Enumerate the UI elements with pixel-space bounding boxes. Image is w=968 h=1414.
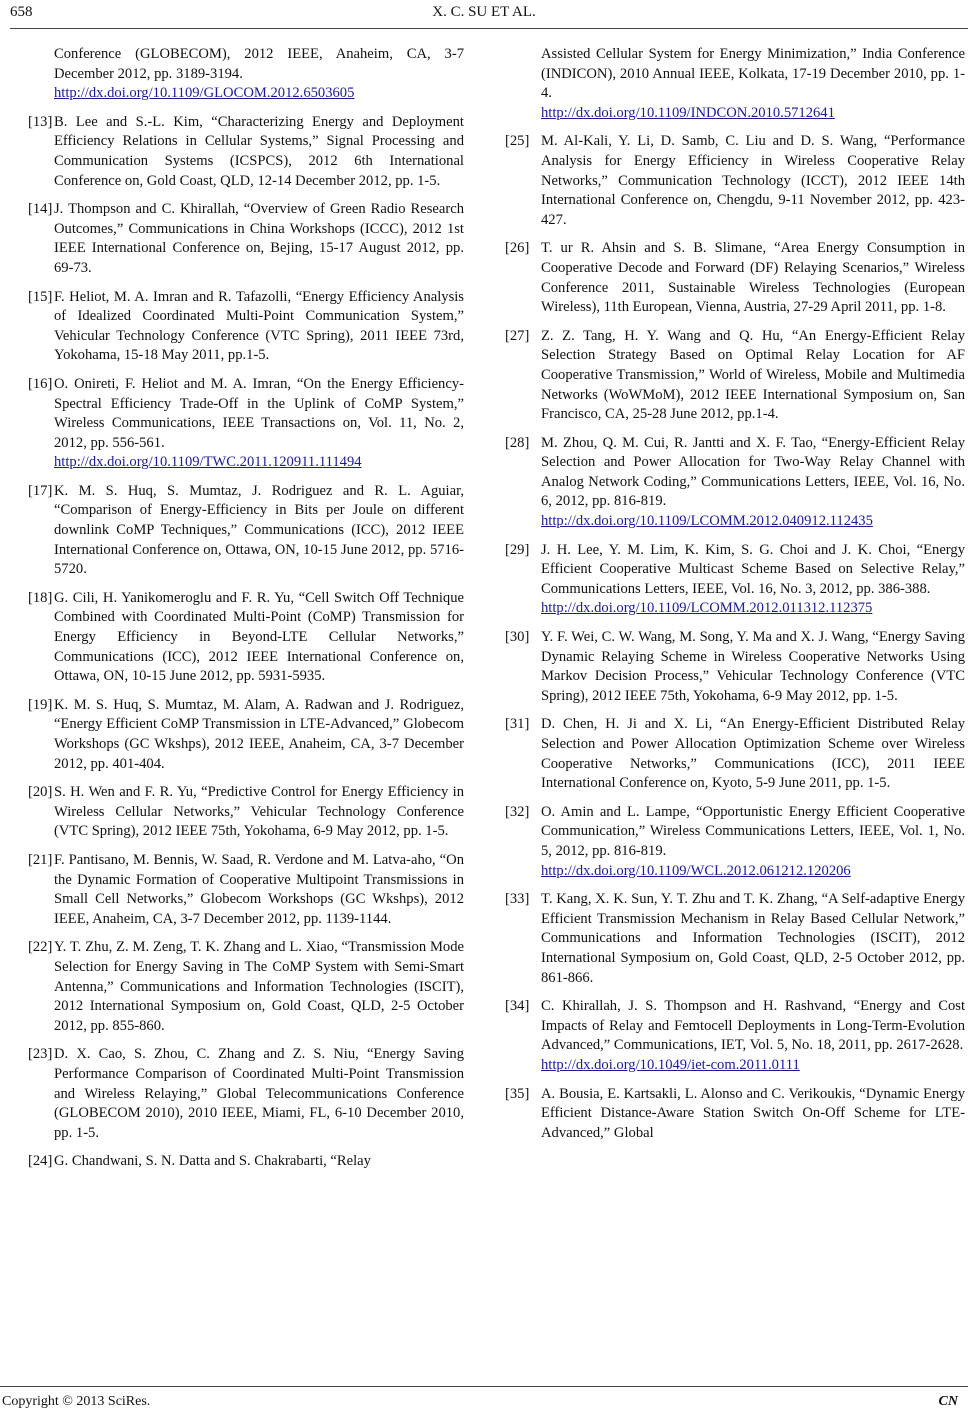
reference-text: K. M. S. Huq, S. Mumtaz, M. Alam, A. Radwan and J. Rodriguez, “Energy Efficient CoMP Transmission in LTE-Advanced,” Globecom Workshops (GC Wkshps), 2012 IEEE, Anaheim, CA, 3-7 December 2012, pp. 401-404. — [54, 696, 464, 772]
reference-number: [18] — [28, 589, 53, 606]
reference-number: [31] — [505, 716, 530, 733]
reference-text: G. Cili, H. Yanikomeroglu and F. R. Yu, “Cell Switch Off Technique Combined with Coordinated Multi-Point (CoMP) Transmission for Energy Efficiency in Beyond-LTE Cellular Networks,” Communications (ICC), 2012 IEEE International Conference on, Ottawa, ON, 10-15 June 2012, pp. 5931-5935. — [54, 589, 464, 685]
reference-text: B. Lee and S.-L. Kim, “Characterizing Energy and Deployment Efficiency Relations in Cellular Systems,” Signal Processing and Communication Systems (ICSPCS), 2012 6th International Conference on, Gold Coast, QLD, 12-14 December 2012, pp. 1-5. — [54, 113, 464, 189]
footer-copyright: Copyright © 2013 SciRes. — [2, 1394, 151, 1409]
reference-item — [28, 375, 464, 473]
reference-number: [30] — [505, 629, 530, 646]
reference-item — [505, 715, 965, 793]
reference-item — [28, 1045, 464, 1143]
reference-number: [33] — [505, 891, 530, 908]
reference-item — [28, 1152, 464, 1172]
reference-item — [28, 45, 464, 104]
reference-column-right — [505, 45, 965, 1152]
reference-number: [26] — [505, 240, 530, 257]
reference-item — [505, 327, 965, 425]
reference-text: D. Chen, H. Ji and X. Li, “An Energy-Efficient Distributed Relay Selection and Power Allocation Optimization Scheme over Wireless Cooperative Networks,” Communications (ICC), 2011 IEEE International Conference on, Kyoto, 5-9 June 2011, pp. 1-5. — [541, 716, 965, 792]
running-header-authors: X. C. SU ET AL. — [432, 4, 536, 20]
reference-item — [28, 783, 464, 842]
reference-item — [28, 288, 464, 366]
reference-text: Y. T. Zhu, Z. M. Zeng, T. K. Zhang and L. Xiao, “Transmission Mode Selection for Energy Saving in The CoMP System with Semi-Smart Antenna,” Communications and Information Technologies (ISCIT), 2012 International Symposium on, Gold Coast, QLD, 2-5 October 2012, pp. 855-860. — [54, 939, 464, 1034]
reference-text: J. Thompson and C. Khirallah, “Overview of Green Radio Research Outcomes,” Communications in China Workshops (ICCC), 2012 1st IEEE International Conference on, Bejing, 15-17 August 2012, pp. 69-73. — [54, 201, 464, 276]
reference-text: D. X. Cao, S. Zhou, C. Zhang and Z. S. Niu, “Energy Saving Performance Comparison of Coordinated Multi-Point Transmission and Wireless Relaying,” Global Telecommunications Conference (GLOBECOM 2010), 2010 IEEE, Miami, FL, 6-10 December 2010, pp. 1-5. — [54, 1046, 464, 1141]
reference-item — [28, 851, 464, 929]
reference-item — [28, 589, 464, 687]
reference-item — [505, 434, 965, 532]
reference-text: O. Amin and L. Lampe, “Opportunistic Energy Efficient Cooperative Communication,” Wireless Communications Letters, IEEE, Vol. 1, No. 5, 2012, pp. 816-819. — [541, 803, 965, 859]
reference-number: [19] — [28, 696, 53, 713]
doi-link[interactable]: http://dx.doi.org/10.1109/GLOCOM.2012.6503605 — [54, 85, 355, 102]
reference-text: M. Al-Kali, Y. Li, D. Samb, C. Liu and D. S. Wang, “Performance Analysis for Energy Efficiency in Wireless Cooperative Relay Networks,” Communication Technology (ICCT), 2012 IEEE 14th International Conference on, Chengdu, 9-11 November 2012, pp. 423-427. — [541, 133, 965, 228]
reference-item — [28, 696, 464, 774]
reference-item — [28, 113, 464, 191]
doi-link[interactable]: http://dx.doi.org/10.1109/TWC.2011.120911.111494 — [54, 454, 362, 471]
reference-number: [17] — [28, 482, 53, 499]
reference-text: Y. F. Wei, C. W. Wang, M. Song, Y. Ma and X. J. Wang, “Energy Saving Dynamic Relaying Scheme in Wireless Cooperative Networks Using Markov Decision Process,” Vehicular Technology Conference (VTC Spring), 2012 IEEE 75th, Yokohama, 6-9 May 2012, pp. 1-5. — [541, 629, 965, 704]
reference-item — [505, 541, 965, 619]
reference-item — [505, 1085, 965, 1144]
reference-number: [16] — [28, 375, 53, 392]
header-divider — [10, 28, 968, 29]
reference-item — [505, 997, 965, 1075]
reference-number: [15] — [28, 288, 53, 305]
reference-number: [35] — [505, 1085, 530, 1102]
doi-link[interactable]: http://dx.doi.org/10.1109/LCOMM.2012.011312.112375 — [541, 600, 873, 617]
reference-item — [28, 200, 464, 278]
reference-text: Conference (GLOBECOM), 2012 IEEE, Anaheim, CA, 3-7 December 2012, pp. 3189-3194. — [54, 46, 464, 82]
reference-item — [28, 482, 464, 580]
reference-number: [25] — [505, 133, 530, 150]
reference-item — [505, 628, 965, 706]
reference-number: [13] — [28, 113, 53, 130]
doi-link[interactable]: http://dx.doi.org/10.1109/INDCON.2010.5712641 — [541, 104, 835, 121]
reference-item — [28, 938, 464, 1036]
reference-number: [29] — [505, 541, 530, 558]
footer-divider — [0, 1386, 968, 1387]
reference-item — [505, 45, 965, 123]
reference-number: [28] — [505, 434, 530, 451]
reference-item — [505, 239, 965, 317]
reference-text: G. Chandwani, S. N. Datta and S. Chakrabarti, “Relay — [54, 1153, 371, 1170]
reference-number: [23] — [28, 1046, 53, 1063]
doi-link[interactable]: http://dx.doi.org/10.1049/iet-com.2011.0111 — [541, 1056, 800, 1073]
reference-item — [505, 890, 965, 988]
reference-number: [34] — [505, 998, 530, 1015]
reference-text: J. H. Lee, Y. M. Lim, K. Kim, S. G. Choi and J. K. Choi, “Energy Efficient Cooperative Multicast Scheme Based on Selective Relay,” Communications Letters, IEEE, Vol. 16, No. 3, 2012, pp. 386-388. — [541, 541, 965, 597]
reference-text: Assisted Cellular System for Energy Minimization,” India Conference (INDICON), 2010 Annual IEEE, Kolkata, 17-19 December 2010, pp. 1-4. — [541, 46, 965, 102]
reference-number: [14] — [28, 201, 53, 218]
reference-text: F. Pantisano, M. Bennis, W. Saad, R. Verdone and M. Latva-aho, “On the Dynamic Formation of Cooperative Multipoint Transmissions in Small Cell Networks,” Globecom Workshops (GC Wkshps), 2012 IEEE, Anaheim, CA, 3-7 December 2012, pp. 1139-1144. — [54, 851, 464, 927]
reference-text: S. H. Wen and F. R. Yu, “Predictive Control for Energy Efficiency in Wireless Cellular Networks,” Vehicular Technology Conference (VTC Spring), 2012 IEEE 75th, Yokohama, 6-9 May 2012, pp. 1-5. — [54, 784, 464, 840]
reference-number: [20] — [28, 784, 53, 801]
reference-text: C. Khirallah, J. S. Thompson and H. Rashvand, “Energy and Cost Impacts of Relay and Femtocell Deployments in Long-Term-Evolution Advanced,” Communications, IET, Vol. 5, No. 18, 2011, pp. 2617-2628. — [541, 998, 965, 1054]
footer-journal: CN — [938, 1394, 958, 1409]
reference-number: [27] — [505, 327, 530, 344]
reference-number: [24] — [28, 1153, 53, 1170]
reference-number: [21] — [28, 851, 53, 868]
reference-text: K. M. S. Huq, S. Mumtaz, J. Rodriguez and R. L. Aguiar, “Comparison of Energy-Efficiency in Bits per Joule on different downlink CoMP Techniques,” Communications (ICC), 2012 IEEE International Conference on, Ottawa, ON, 10-15 June 2012, pp. 5716-5720. — [54, 482, 464, 578]
reference-text: M. Zhou, Q. M. Cui, R. Jantti and X. F. Tao, “Energy-Efficient Relay Selection and Power Allocation for Two-Way Relay Channel with Analog Network Coding,” Communications Letters, IEEE, Vol. 16, No. 6, 2012, pp. 816-819. — [541, 434, 965, 510]
reference-text: A. Bousia, E. Kartsakli, L. Alonso and C. Verikoukis, “Dynamic Energy Efficient Distance-Aware Station Switch On-Off Scheme for LTE-Advanced,” Global — [541, 1085, 965, 1141]
reference-number: [22] — [28, 939, 53, 956]
reference-text: T. ur R. Ahsin and S. B. Slimane, “Area Energy Consumption in Cooperative Decode and Forward (DF) Relaying Scenarios,” Wireless Conference 2011, Sustainable Wireless Technologies (European Wireless), 11th European, Vienna, Austria, 27-29 April 2011, pp. 1-8. — [541, 240, 965, 316]
reference-text: F. Heliot, M. A. Imran and R. Tafazolli, “Energy Efficiency Analysis of Idealized Coordinated Multi-Point Communication System,” Vehicular Technology Conference (VTC Spring), 2011 IEEE 73rd, Yokohama, 15-18 May 2011, pp.1-5. — [54, 288, 464, 364]
doi-link[interactable]: http://dx.doi.org/10.1109/LCOMM.2012.040912.112435 — [541, 513, 873, 530]
reference-item — [505, 803, 965, 881]
page-number: 658 — [10, 4, 33, 20]
reference-item — [505, 132, 965, 230]
reference-text: T. Kang, X. K. Sun, Y. T. Zhu and T. K. Zhang, “A Self-adaptive Energy Efficient Transmission Mechanism in Relay Based Cellular Network,” Communications and Information Technologies (ISCIT), 2012 International Symposium on, Gold Coast, QLD, 2-5 October 2012, pp. 861-866. — [541, 891, 965, 986]
reference-text: O. Onireti, F. Heliot and M. A. Imran, “On the Energy Efficiency-Spectral Efficiency Trade-Off in the Uplink of CoMP System,” Wireless Communications, IEEE Transactions on, Vol. 11, No. 2, 2012, pp. 556-561. — [54, 375, 464, 451]
reference-number: [32] — [505, 803, 530, 820]
reference-text: Z. Z. Tang, H. Y. Wang and Q. Hu, “An Energy-Efficient Relay Selection Strategy Based on Optimal Relay Location for AF Cooperative Transmission,” World of Wireless, Mobile and Multimedia Networks (WoWMoM), 2012 IEEE International Symposium on, San Francisco, CA, 25-28 June 2012, pp.1-4. — [541, 327, 965, 423]
doi-link[interactable]: http://dx.doi.org/10.1109/WCL.2012.061212.120206 — [541, 862, 851, 879]
reference-column-left — [28, 45, 464, 1181]
